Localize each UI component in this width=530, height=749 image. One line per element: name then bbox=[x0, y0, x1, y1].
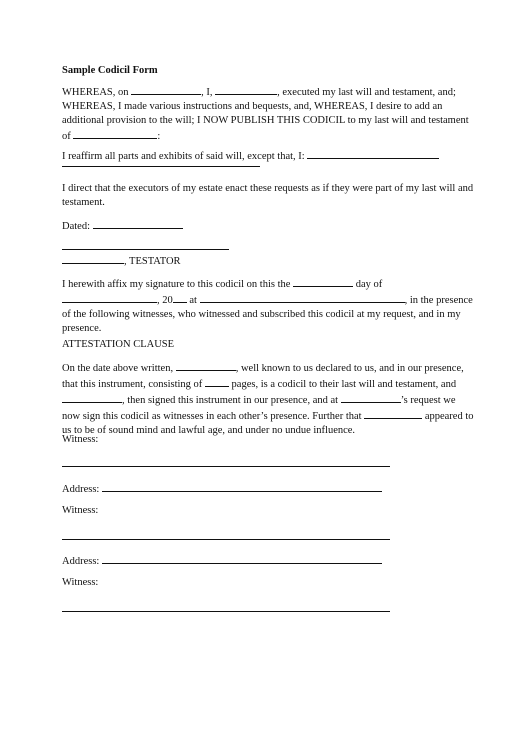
intro-text-4: : bbox=[157, 131, 161, 142]
attestation-text-2: , well known to us declared to us, and in our presence, that this instrument, consisting of bbox=[62, 363, 464, 390]
address-1-label: Address: bbox=[62, 484, 100, 495]
affix-text-2: day of bbox=[355, 279, 383, 290]
testator-row bbox=[62, 253, 476, 269]
dated-label: Dated: bbox=[62, 221, 90, 232]
affix-day-blank[interactable] bbox=[293, 276, 353, 287]
attestation-text-3: pages, is a codicil to their last will and testament, and bbox=[231, 379, 457, 390]
address-1-blank[interactable] bbox=[102, 481, 382, 492]
reaffirm-text: I reaffirm all parts and exhibits of said will, except that, I: bbox=[62, 151, 305, 162]
intro-text-1: WHEREAS, on bbox=[62, 87, 129, 98]
address-2-blank[interactable] bbox=[102, 553, 382, 564]
dated-blank[interactable] bbox=[93, 218, 183, 229]
intro-text-2: , I, bbox=[201, 87, 213, 98]
testator-signature-line[interactable] bbox=[62, 249, 229, 250]
intro-text-3: , executed my last will and testament, and; WHEREAS, I made various instructions and bequests, and, WHEREAS, I desire to add an additional provision to the will; I NOW PUBLISH THIS CODICIL to my last will and testament of bbox=[62, 87, 469, 142]
dated-row bbox=[62, 218, 476, 234]
attestation-text-4: , then signed this instrument in our presence, and at bbox=[122, 395, 339, 406]
affix-year-blank[interactable] bbox=[173, 292, 187, 303]
attestation-text-6: appeared to us to be of sound mind and lawful age, and under no undue influence. bbox=[62, 411, 474, 436]
witness-1-signature-line[interactable] bbox=[62, 466, 390, 467]
reaffirm-blank-1[interactable] bbox=[307, 148, 439, 159]
page-title: Sample Codicil Form bbox=[62, 65, 158, 76]
intro-name-blank[interactable] bbox=[215, 84, 277, 95]
attestation-signer-blank[interactable] bbox=[62, 392, 122, 403]
attestation-name-blank[interactable] bbox=[176, 360, 236, 371]
attestation-pages-blank[interactable] bbox=[205, 376, 229, 387]
intro-testator-blank[interactable] bbox=[73, 128, 157, 139]
attestation-heading: ATTESTATION CLAUSE bbox=[62, 339, 175, 350]
affix-text-1: I herewith affix my signature to this codicil on this the bbox=[62, 279, 291, 290]
affix-text-5: , in the presence of the following witnesses, who witnessed and subscribed this codicil at my request, and in my presence. bbox=[62, 295, 473, 334]
affix-paragraph bbox=[62, 276, 476, 336]
attestation-further-blank[interactable] bbox=[364, 408, 422, 419]
attestation-text-5: ’s request we now sign this codicil as witnesses in each other’s presence. Further that bbox=[62, 395, 456, 422]
witness-3-signature-line[interactable] bbox=[62, 611, 390, 612]
affix-place-blank[interactable] bbox=[200, 292, 405, 303]
attestation-paragraph bbox=[62, 360, 476, 438]
affix-text-4: at bbox=[189, 295, 197, 306]
affix-text-3: , 20 bbox=[157, 295, 173, 306]
intro-paragraph bbox=[62, 84, 476, 144]
testator-name-blank[interactable] bbox=[62, 253, 124, 264]
address-1-row bbox=[62, 481, 476, 497]
address-2-row bbox=[62, 553, 476, 569]
witness-3-label: Witness: bbox=[62, 577, 99, 588]
reaffirm-paragraph bbox=[62, 148, 476, 164]
testator-label: , TESTATOR bbox=[124, 256, 181, 267]
witness-1-label: Witness: bbox=[62, 434, 99, 445]
attestation-text-1: On the date above written, bbox=[62, 363, 174, 374]
intro-date-blank[interactable] bbox=[131, 84, 201, 95]
direct-paragraph: I direct that the executors of my estate enact these requests as if they were part of my last will and testament. bbox=[62, 183, 474, 208]
affix-month-blank[interactable] bbox=[62, 292, 157, 303]
address-2-label: Address: bbox=[62, 556, 100, 567]
attestation-request-blank[interactable] bbox=[341, 392, 401, 403]
reaffirm-blank-2[interactable] bbox=[62, 166, 260, 167]
witness-2-signature-line[interactable] bbox=[62, 539, 390, 540]
witness-2-label: Witness: bbox=[62, 505, 99, 516]
